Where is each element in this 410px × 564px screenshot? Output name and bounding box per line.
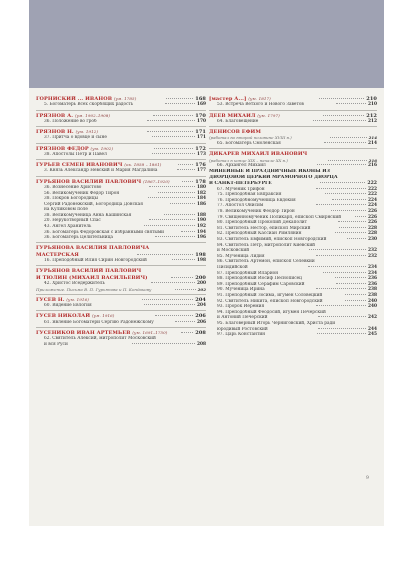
leader-dots	[147, 120, 195, 121]
leader-dots	[148, 197, 196, 198]
page-ref: 194	[197, 229, 207, 235]
page-ref: 224	[368, 197, 378, 203]
artist-name: ГРЯЗНОВ Н.	[36, 129, 74, 135]
entry-title: 91. Преподобный Зосима, игумен Соловецкий	[217, 292, 323, 298]
page-ref: 232	[368, 253, 377, 259]
toc-entry[interactable]	[209, 332, 377, 338]
entry-title: 38. Великомученица Анна Кашинская	[44, 212, 132, 218]
page-ref: 202	[197, 286, 206, 292]
entry-title: 84. Святитель Петр, митрополит Киевский	[217, 242, 316, 248]
page-ref: 242	[368, 315, 377, 321]
leader-dots	[328, 160, 366, 161]
leader-dots	[355, 216, 366, 217]
entry-title: 90. Мученица Ирина	[217, 287, 265, 293]
page-ref: 170	[197, 118, 207, 124]
page-ref: 204	[197, 303, 207, 309]
page-ref: 171	[197, 135, 207, 141]
page-ref: 170	[195, 112, 207, 119]
leader-dots	[149, 186, 195, 187]
entry-title: 66. Архангел Михаил	[217, 163, 266, 169]
entry-title: 82. Преподобный Кассиан Римлянин	[217, 231, 302, 237]
toc-entry[interactable]	[36, 258, 206, 264]
leader-dots	[335, 232, 366, 233]
leader-dots	[335, 277, 366, 278]
entry-title: 36. Вознесение Христово	[44, 184, 102, 190]
divider	[36, 294, 206, 295]
page-ref: 228	[368, 225, 378, 231]
entry-title: МИНЕЙНЫЕ И ПРАЗДНИЧНЫЕ ИКОНЫ ИЗ	[209, 168, 330, 174]
entry-title: 60. Видение Евлогия	[44, 303, 92, 309]
page-ref: 206	[195, 313, 206, 320]
leader-dots	[330, 137, 366, 138]
divider	[36, 327, 206, 328]
leader-dots	[178, 164, 193, 165]
page-ref: 204	[195, 296, 206, 303]
artist-name: ГУСЕВ Н.	[36, 296, 65, 303]
page-ref: 177	[197, 168, 207, 174]
divider	[36, 176, 206, 177]
divider	[36, 242, 206, 243]
entry-title: (работал во второй половине XVIII в.)	[209, 135, 292, 141]
page-ref: 244	[368, 326, 378, 332]
leader-dots	[338, 221, 366, 222]
entry-title: 16. Преподобный Илия Сирин Новгородский	[44, 258, 147, 264]
leader-dots	[181, 332, 193, 333]
page-ref: 214	[368, 141, 378, 146]
leader-dots	[339, 227, 366, 228]
leader-dots	[347, 238, 366, 239]
leader-dots	[152, 136, 195, 137]
divider	[36, 143, 206, 144]
leader-dots	[309, 249, 366, 250]
entry-title: на Куликовом поле	[44, 207, 88, 213]
entry-title: 76. Преподобномученица Евдокия	[217, 197, 296, 203]
page-ref: 245	[368, 332, 378, 338]
artist-name: ГУСЕВ НИКОЛАЙ	[36, 313, 91, 320]
leader-dots	[331, 210, 366, 211]
toc-entry[interactable]	[36, 287, 206, 293]
artist-name: И ТЮЛИН (МИХАИЛ ВАСИЛЬЕВИЧ)	[36, 274, 148, 281]
leader-dots	[170, 203, 195, 204]
leader-dots	[318, 316, 366, 317]
leader-dots	[171, 277, 193, 278]
leader-dots	[323, 272, 366, 273]
entry-title: 3. Князь Александр Невский и Мария Магдалина	[44, 168, 158, 174]
entry-title: 81. Святитель Нестор, епископ Мирский	[217, 225, 311, 231]
page-ref: 198	[195, 251, 207, 258]
artist-name: ГУРЬЯНОВ ВАСИЛИЙ ПАВЛОВИЧ	[36, 268, 142, 275]
entry-title: 65. Богоматерь Смоленская	[217, 141, 281, 146]
page-ref: 238	[368, 292, 377, 298]
page-ref: 169	[197, 102, 207, 108]
leader-dots	[175, 321, 195, 322]
entry-title: 5. Богоматерь Всех скорбящих радость	[44, 102, 134, 108]
leader-dots	[165, 103, 195, 104]
leader-dots	[316, 288, 366, 289]
contents-left-column	[36, 96, 206, 347]
entry-title: 94. Преподобный Феодосий, игумен Печерский	[217, 309, 326, 315]
entry-title: Приложение. Письма В. П. Гурьянова и П. Кондакову	[36, 286, 152, 292]
toc-entry[interactable]	[36, 320, 206, 326]
toc-entry[interactable]	[36, 235, 206, 241]
entry-title: 97. Царь Константин	[217, 332, 266, 338]
page-ref: 192	[197, 224, 206, 230]
leader-dots	[144, 225, 195, 226]
divider	[36, 310, 206, 311]
page-ref: 210	[366, 96, 377, 102]
leader-dots	[147, 131, 194, 132]
entry-title: Сергий Радонежский, Богородица Донская	[44, 201, 143, 207]
entry-title: 38. Покров Богородицы	[44, 196, 98, 202]
toc-entry[interactable]	[209, 119, 377, 125]
page-ref: 200	[197, 281, 207, 287]
leader-dots	[164, 214, 195, 215]
leader-dots	[336, 283, 366, 284]
page-ref: 236	[368, 281, 378, 287]
page-ref: 226	[368, 220, 377, 226]
leader-dots	[336, 103, 366, 104]
leader-dots	[313, 120, 366, 121]
page-ref: 182	[197, 190, 206, 196]
entry-title: Писидийской	[217, 265, 248, 270]
page-ref: 222	[367, 180, 377, 186]
page-ref: 184	[197, 196, 207, 202]
entry-title: 88. Преподобный Иосиф Песнописец	[217, 276, 302, 282]
page-ref: 240	[368, 298, 378, 304]
page-ref: 190	[197, 218, 207, 224]
page-ref: 214	[368, 135, 377, 141]
entry-title: 87. Преподобный Иларион	[217, 270, 279, 276]
leader-dots	[153, 115, 194, 116]
entry-title: 80. Преподобный Прокопий Декаполит	[217, 220, 308, 226]
page-ref: 200	[195, 274, 207, 281]
entry-title: ДВОРЦОВОЙ ЦЕРКВИ МРАМОРНОГО ДВОРЦА	[209, 174, 338, 180]
page-ref: 206	[197, 319, 206, 325]
artist-name: ГУРЬЯНОВА ВАСИЛИЯ ПАВЛОВИЧА	[36, 245, 150, 252]
leader-dots	[166, 98, 193, 99]
page-ref: 186	[197, 201, 206, 207]
artist-name: [мастер А...]	[209, 96, 247, 102]
entry-title: 43. Ангел Хранитель	[44, 224, 92, 230]
page-ref: 171	[195, 129, 207, 135]
leader-dots	[172, 259, 195, 260]
page-ref: 234	[368, 265, 378, 270]
toc-entry[interactable]	[36, 342, 206, 348]
leader-dots	[317, 164, 366, 165]
artist-name: ГОРНИСКИЙ ... ИВАНОВ	[36, 96, 113, 102]
toc-entry[interactable]	[36, 168, 206, 174]
page-ref: 228	[368, 231, 377, 237]
entry-title: 77. Апостол Онисим	[217, 203, 264, 209]
page-ref: 208	[197, 341, 206, 347]
leader-dots	[181, 231, 196, 232]
leader-dots	[325, 193, 366, 194]
entry-title: 95. Благоверный Игорь Черниговский, Христа ради	[217, 320, 336, 326]
leader-dots	[316, 204, 366, 205]
leader-dots	[142, 299, 193, 300]
divider	[209, 110, 377, 111]
leader-dots	[177, 169, 195, 170]
leader-dots	[345, 300, 366, 301]
entry-title: 36. Положение во гроб	[44, 118, 97, 124]
divider	[36, 159, 206, 160]
entry-title: 86. Святитель Артемон, епископ Селевкии	[217, 259, 315, 265]
divider	[36, 265, 206, 266]
entry-title: 83. Святитель Евфимий, епископ Новгородский	[217, 237, 327, 243]
page-ref: 188	[197, 212, 206, 218]
page-ref: 224	[368, 203, 377, 209]
toc-entry[interactable]	[36, 102, 206, 108]
page-ref: 234	[368, 270, 377, 276]
page-ref: 176	[195, 162, 207, 168]
entry-title: 93. Пророк Иеремия	[217, 304, 265, 310]
page-number: 9	[366, 476, 369, 481]
artist-dates: (ум. 1916)	[91, 313, 115, 319]
page-ref: 230	[368, 237, 378, 243]
leader-dots	[175, 289, 196, 290]
artist-name: ГРЯЗНОВ ФЕДОР	[36, 145, 89, 152]
page-ref: 232	[368, 248, 377, 254]
leader-dots	[316, 305, 366, 306]
leader-dots	[158, 192, 195, 193]
toc-entry[interactable]	[36, 303, 206, 309]
page-ref: 226	[368, 209, 378, 215]
leader-dots	[320, 182, 366, 183]
entry-title: 75. Преподобная Евпраксия	[217, 192, 282, 198]
page-ref: 226	[368, 214, 377, 220]
page-ref: 172	[195, 145, 206, 152]
leader-dots	[144, 304, 195, 305]
entry-title: 62. Святитель Алексий, митрополит Московский	[44, 336, 156, 342]
entry-title: и вся Руси	[44, 341, 68, 347]
page-ref: 212	[366, 112, 378, 119]
leader-dots	[152, 153, 195, 154]
artist-dates: (ум. 1691–1750)	[132, 329, 168, 335]
artist-name: ДЕЕВ МИХАИЛ	[209, 112, 256, 119]
artist-dates: (1867–1920)	[143, 178, 170, 184]
leader-dots	[137, 254, 193, 255]
leader-dots	[316, 255, 366, 256]
leader-dots	[132, 343, 195, 344]
page-ref: 238	[368, 287, 378, 293]
artist-dates: (ум. 1916)	[66, 296, 89, 302]
toc-entry[interactable]	[209, 141, 377, 147]
artist-dates: (ум. 1902)	[90, 145, 114, 151]
entry-title: 85. Мученица Лидия	[217, 253, 265, 259]
artist-name: ГРЯЗНОВ А.	[36, 112, 74, 119]
page-ref: 208	[195, 329, 207, 336]
leader-dots	[308, 266, 366, 267]
divider	[209, 148, 377, 149]
page-ref: 222	[368, 186, 378, 192]
entry-title: и Московский	[217, 248, 250, 254]
entry-title: В САНКТ-ПЕТЕРБУРГЕ	[209, 180, 272, 186]
entry-title: 92. Святитель Никита, епископ Новгородский	[217, 298, 323, 304]
entry-title: 79. Священномученик Поликарп, епископ Смирнский	[217, 214, 342, 220]
header-band	[29, 0, 384, 88]
leader-dots	[317, 333, 366, 334]
page-ref: 210	[368, 102, 377, 108]
leader-dots	[319, 98, 365, 99]
artist-name: ГУРЬЕВ СЕМЕН ИВАНОВИЧ	[36, 162, 123, 168]
artist-name: МАСТЕРСКАЯ	[36, 251, 79, 258]
page-ref: 240	[368, 304, 378, 310]
page-ref: 180	[197, 184, 207, 190]
toc-entry[interactable]	[36, 152, 206, 158]
artist-name: ДИКАРЕВ МИХАИЛ ИВАНОВИЧ	[209, 151, 308, 158]
page-ref: 178	[195, 178, 206, 185]
entry-title: 67. Мученик Трифон	[217, 186, 265, 192]
entry-title: 53. Встреча Ветхого и Нового Заветов	[217, 102, 304, 108]
artist-dates: (ум. 1797)	[257, 112, 280, 118]
entry-title: 36. Богоматерь Федоровская с избранными святыми	[44, 229, 165, 235]
artist-name: ДЕНИСОВ ЕФИМ	[209, 129, 262, 135]
page-ref: 198	[197, 258, 207, 264]
entry-title: 42. Христос Вседержитель	[44, 281, 105, 287]
entry-title: 64. Благовещение	[217, 118, 259, 124]
entry-title: 20. Нерукотворный Спас	[44, 218, 101, 224]
entry-title: юродивый Ростовский	[217, 326, 268, 332]
leader-dots	[345, 294, 366, 295]
entry-title: 56. Великомученик Федор Тирон	[44, 190, 120, 196]
entry-title: 36. Богоматерь Целительница	[44, 235, 113, 241]
artist-dates: (ум. 1817)	[248, 96, 271, 101]
entry-title: 61. Явление Богоматери Сергию Радонежскому	[44, 319, 154, 325]
entry-title: 38. Апостолы Петр и Павел	[44, 151, 107, 157]
leader-dots	[155, 236, 195, 237]
toc-entry[interactable]	[36, 135, 206, 141]
page-ref: 236	[368, 276, 377, 282]
page-ref: 216	[368, 163, 377, 169]
page-ref: 216	[368, 157, 378, 163]
leader-dots	[323, 115, 364, 116]
artist-name: ГУСЕНИКОВ ИВАН АРТЕМЬЕВ	[36, 329, 131, 336]
leader-dots	[151, 282, 195, 283]
page-ref: 222	[368, 192, 377, 198]
leader-dots	[154, 148, 193, 149]
leader-dots	[332, 199, 366, 200]
toc-entry[interactable]	[36, 119, 206, 125]
leader-dots	[182, 181, 193, 182]
artist-dates: (ум. 1902–1908)	[74, 112, 111, 118]
page-ref: 173	[197, 151, 207, 157]
entry-title: и Антоний Печерский	[217, 315, 268, 321]
page-ref: 168	[195, 96, 207, 102]
artist-dates: (ок. 1858 – 1861)	[124, 162, 162, 167]
leader-dots	[149, 219, 195, 220]
leader-dots	[324, 142, 366, 143]
divider	[36, 110, 206, 111]
toc-entry[interactable]	[209, 102, 377, 108]
divider	[209, 126, 377, 127]
entry-title: 89. Преподобный Серафим Саровский	[217, 281, 305, 287]
artist-name: ГУРЬЯНОВ ВАСИЛИЙ ПАВЛОВИЧ	[36, 178, 142, 185]
entry-title: (работал в конце XIX – начале XX в.)	[209, 157, 288, 163]
divider	[36, 126, 206, 127]
leader-dots	[316, 188, 366, 189]
page-ref: 212	[368, 118, 377, 124]
leader-dots	[155, 315, 193, 316]
entry-title: 37. Притча о вдовце и сыне	[44, 135, 107, 141]
artist-dates: (ум. 1912)	[75, 129, 99, 134]
page-ref: 196	[197, 235, 207, 241]
contents-right-column	[209, 96, 377, 338]
leader-dots	[318, 328, 366, 329]
artist-dates: (ум. 1785)	[113, 96, 137, 101]
entry-title: 78. Великомученик Феодор Тирон	[217, 209, 295, 215]
